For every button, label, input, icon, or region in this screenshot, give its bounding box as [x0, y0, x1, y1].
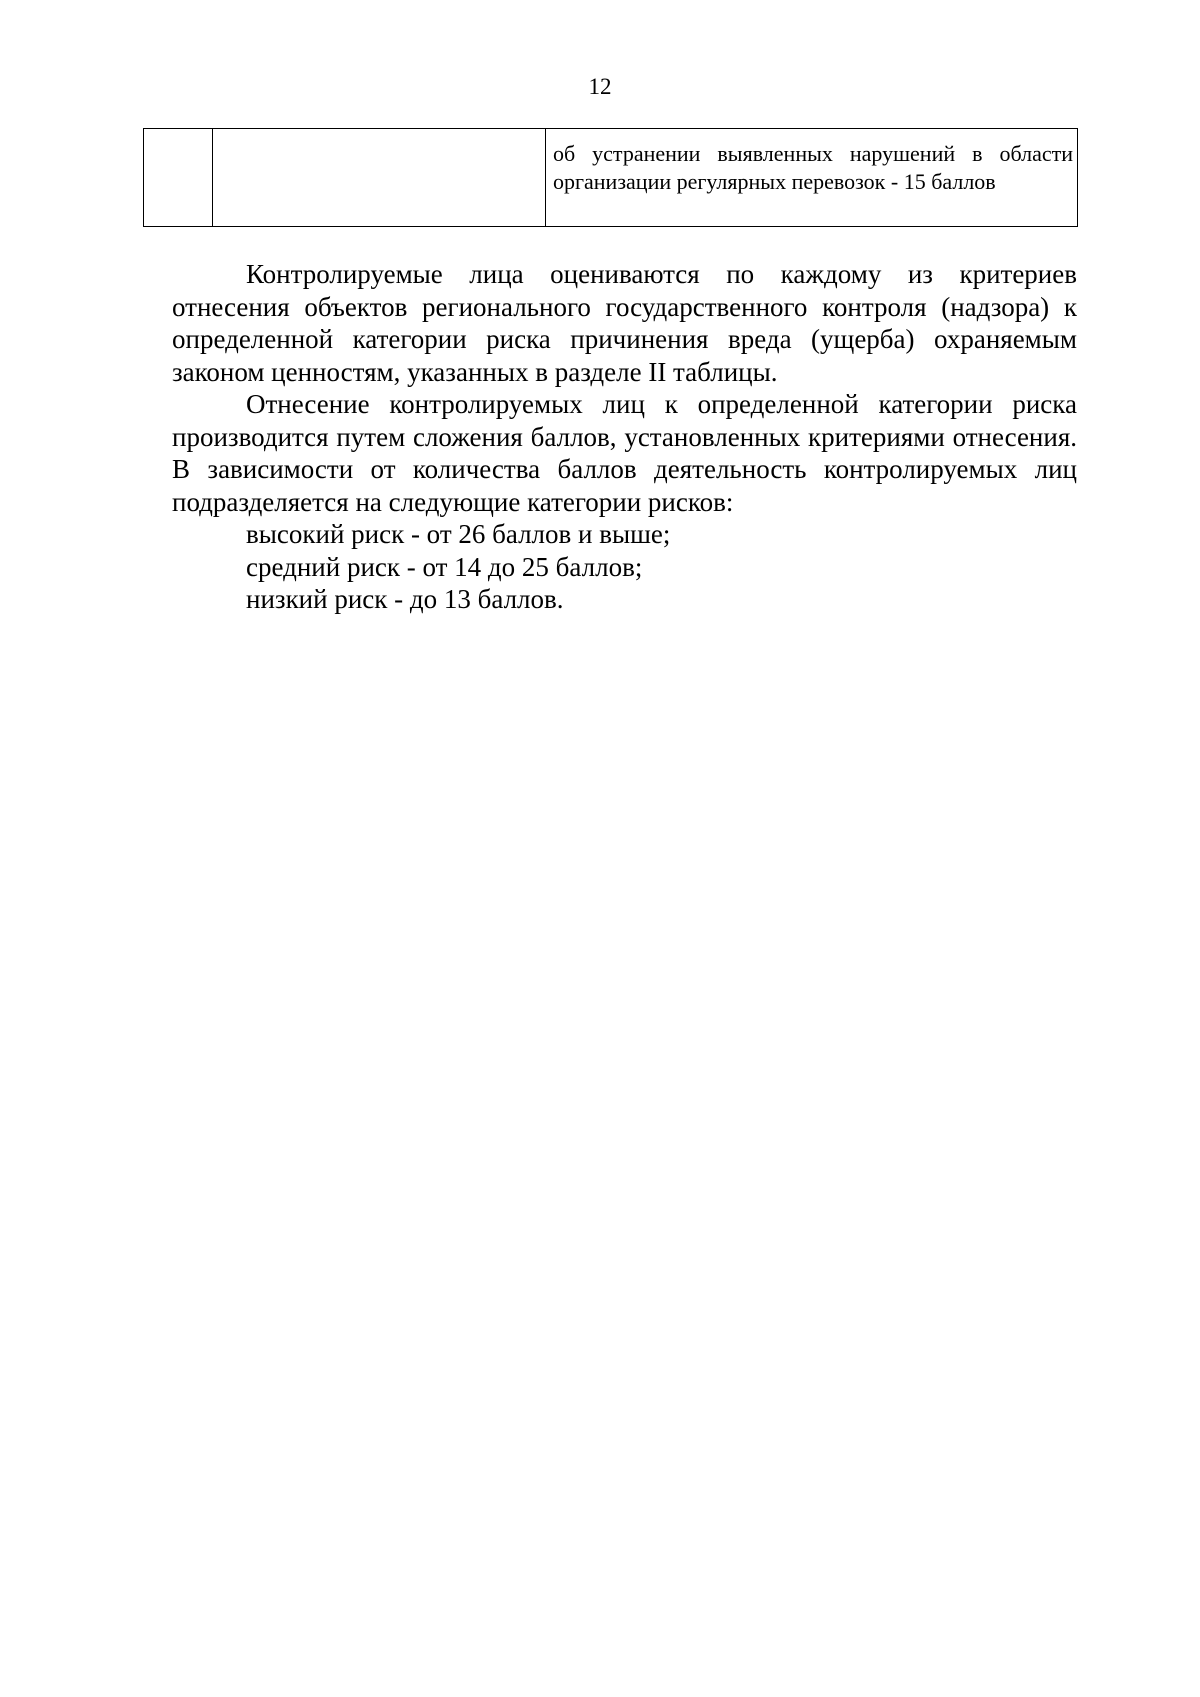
- page-number: 12: [588, 74, 612, 99]
- risk-category-low: низкий риск - до 13 баллов.: [246, 584, 564, 614]
- paragraph-categorization: Отнесение контролируемых лиц к определенной категории риска производится путем сложения баллов, установленных критериями отнесения. В зависимости от количества баллов деятельность контролируемых лиц подразделяется на следующие категории рисков:: [172, 389, 1077, 517]
- risk-category-high: высокий риск - от 26 баллов и выше;: [246, 519, 671, 549]
- table-cell-number: [144, 129, 213, 227]
- document-body: [172, 258, 1077, 616]
- table-cell-line: организации регулярных перевозок - 15 баллов: [553, 169, 996, 194]
- table-cell-criterion: [213, 129, 546, 227]
- risk-category-medium: средний риск - от 14 до 25 баллов;: [246, 551, 643, 582]
- table-cell-line: об устранении выявленных нарушений в области: [553, 141, 1073, 166]
- table-row: [144, 129, 1078, 227]
- criteria-table: [143, 128, 1078, 227]
- paragraph-assessment: Контролируемые лица оцениваются по каждому из критериев отнесения объектов регионального государственного контроля (надзора) к определенной категории риска причинения вреда (ущерба) охраняемым законом ценностям, указанных в разделе II таблицы.: [172, 259, 1077, 387]
- table-cell-points: [546, 129, 1078, 227]
